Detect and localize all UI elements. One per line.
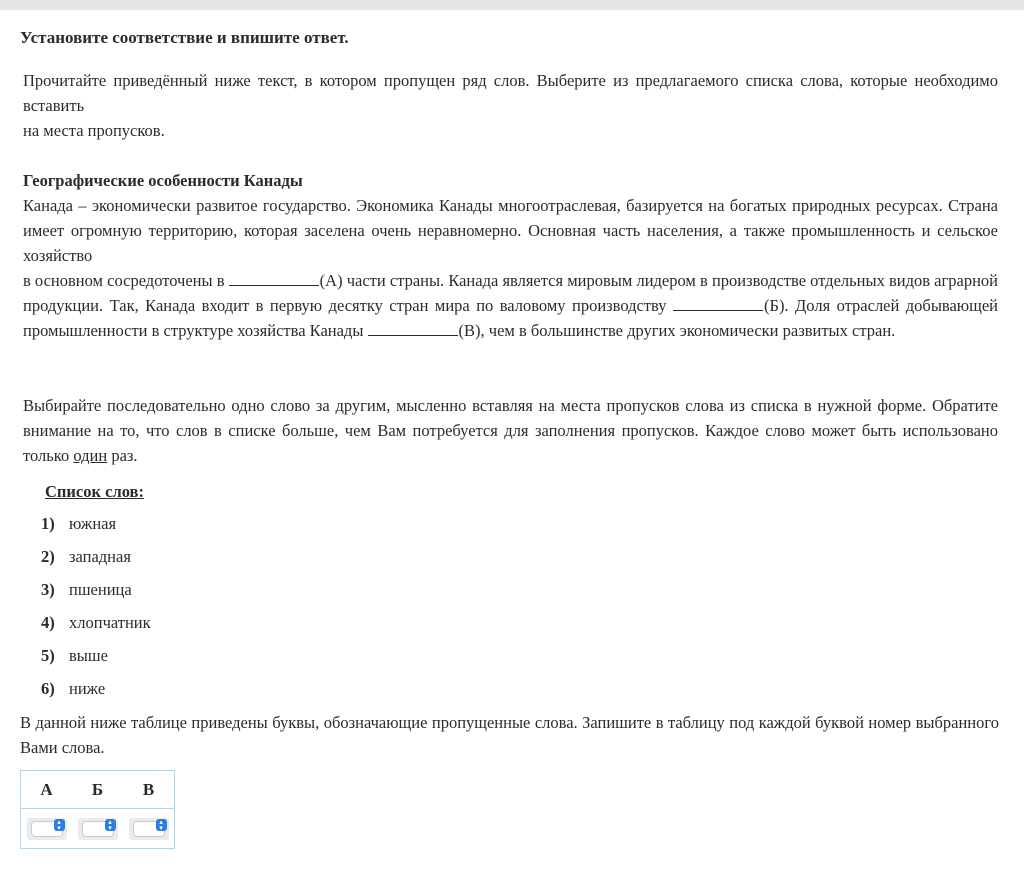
answer-cell-b [72,809,123,849]
list-item [41,644,151,677]
passage [23,168,998,343]
list-item-word: западная [69,547,131,566]
answer-select-v[interactable] [129,818,169,840]
list-item-word: южная [69,514,117,533]
list-item-word: выше [69,646,108,665]
list-item [41,578,151,611]
updown-arrows-icon: ▴ ▾ [105,819,116,831]
task-title: Установите соответствие и впишите ответ. [20,28,349,47]
gap-v-blank [368,321,458,336]
answer-select-b[interactable] [78,818,118,840]
answer-cell-v [123,809,175,849]
list-item [41,611,151,644]
word-list [41,512,151,710]
instructions-text-1: Выбирайте последовательно одно слово за другим, мысленно вставляя на места пропусков слова из списка в нужной форме. Обратите внимание на то, что слов в списке больше, чем Вам потребуется для заполнения пропусков. Каждое слово может быть использовано только [23,396,998,465]
passage-heading: Географические особенности Канады [23,171,303,190]
gap-v-label: (В) [458,321,481,340]
list-item [41,512,151,545]
answer-table [20,770,175,849]
gap-a-blank [229,271,319,286]
list-item [41,545,151,578]
updown-arrows-icon: ▴ ▾ [156,819,167,831]
answer-select-a[interactable] [27,818,67,840]
gap-b-label: (Б) [764,296,785,315]
list-item-number: 2) [41,547,55,566]
instructions-text-2: раз. [107,446,138,465]
instructions-underlined: один [73,446,108,465]
list-item-number: 6) [41,679,55,698]
list-item [41,677,151,710]
passage-part-5: , чем в большинстве других экономически развитых стран. [480,321,896,340]
answer-cell-a [21,809,73,849]
list-item-number: 5) [41,646,55,665]
list-item-word: пшеница [69,580,132,599]
table-instruction: В данной ниже таблице приведены буквы, обозначающие пропущенные слова. Запишите в таблицу под каждой буквой номер выбранного Вами слова. [20,713,999,757]
answer-table-row [21,809,175,849]
answer-table-header [21,771,175,809]
intro-line-1: Прочитайте приведённый ниже текст, в котором пропущен ряд слов. Выберите из предлагаемого списка слова, которые необходимо вставить [23,71,998,115]
passage-part-4: . Доля отраслей добывающей промышленности в структуре хозяйства Канады [23,296,998,340]
gap-b-blank [673,296,763,311]
passage-part-3: части страны. Канада является мировым лидером в производстве отдельных видов аграрной продукции. Так, Канада входит в первую десятку стран мира по валовому производству [23,271,998,315]
header-b: Б [72,771,123,809]
list-item-number: 3) [41,580,55,599]
intro-paragraph [23,68,998,143]
gap-a-label: (А) [319,271,343,290]
header-a: А [21,771,73,809]
list-item-number: 4) [41,613,55,632]
intro-line-2: на места пропусков. [23,121,165,140]
list-item-word: хлопчатник [69,613,151,632]
header-v: В [123,771,175,809]
list-item-word: ниже [69,679,106,698]
instructions [23,393,998,468]
top-bar [0,0,1024,10]
word-list-title: Список слов: [45,482,144,501]
list-item-number: 1) [41,514,55,533]
passage-part-1: Канада – экономически развитое государство. Экономика Канады многоотраслевая, базируется на богатых природных ресурсах. Страна имеет огромную территорию, которая заселена очень неравномерно. Основная часть населения, а также промышленность и сельское хозяйство [23,196,998,265]
updown-arrows-icon: ▴ ▾ [54,819,65,831]
passage-part-2: в основном сосредоточены в [23,271,229,290]
